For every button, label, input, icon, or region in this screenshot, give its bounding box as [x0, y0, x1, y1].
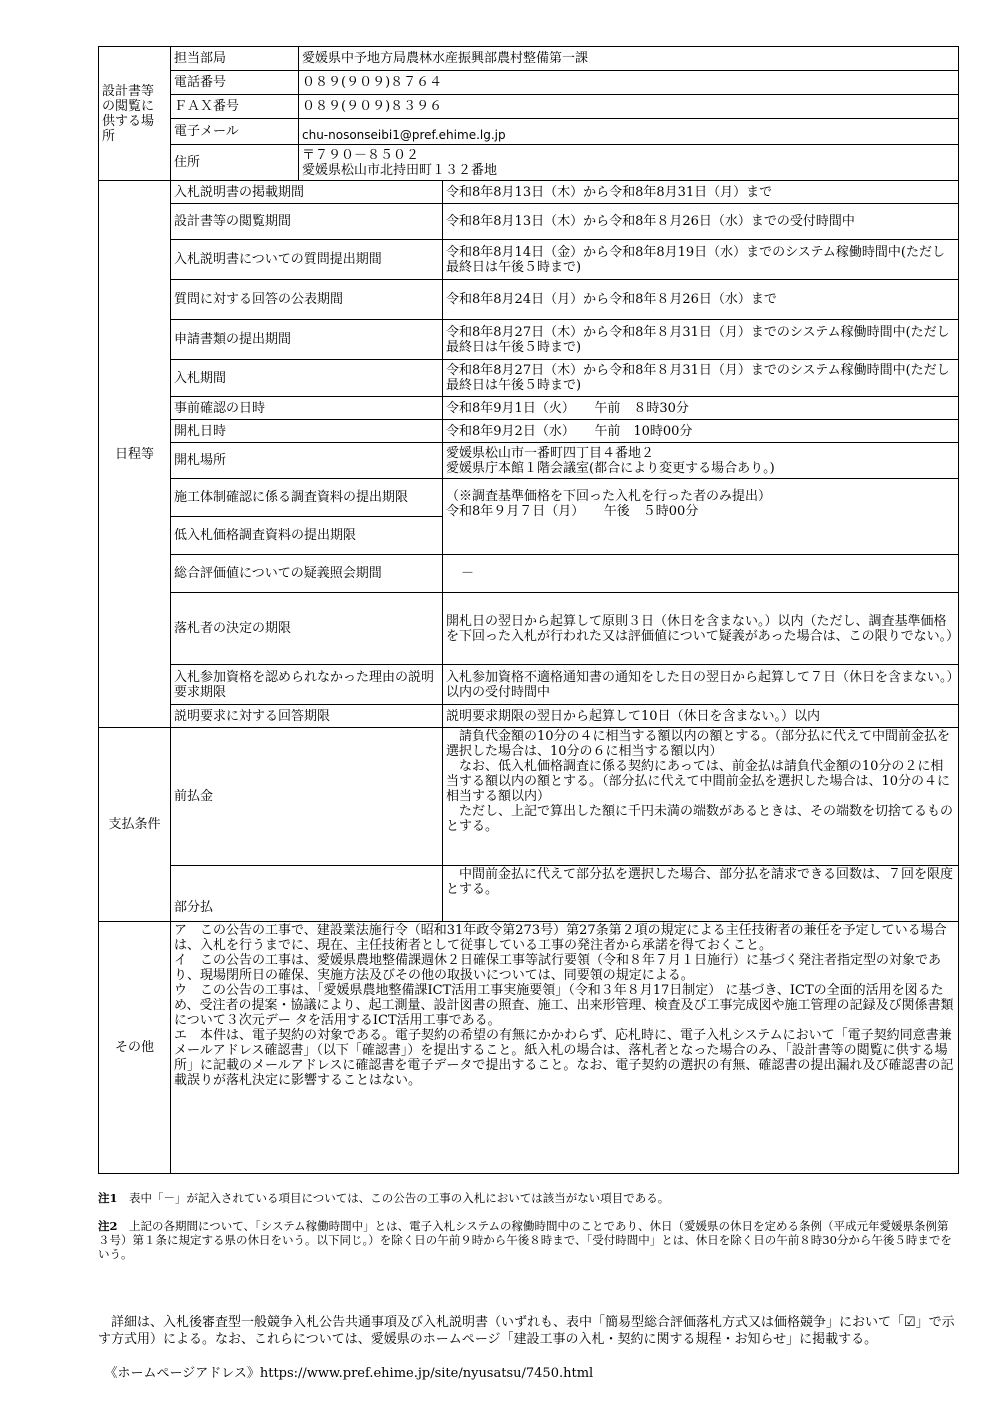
merged-deadline-value: （※調査基準価格を下回った入札を行った者のみ提出） 令和8年９月７日（月） 午後 ５時00分: [443, 479, 959, 555]
contact-section-label: 設計書等 の閲覧に 供する場 所: [99, 47, 171, 181]
schedule-row: [99, 320, 959, 360]
footer-text: 詳細は、入札後審査型一般競争入札公告共通事項及び入札説明書（いずれも、表中「簡易型総合評価落札方式又は価格競争」において「☑」で示す方式用）による。なお、これらについては、愛媛県のホームページ「建設工事の入札・契約に関する規程・お知らせ」に掲載する。: [98, 1315, 955, 1347]
other-text: ア この公告の工事で、建設業法施行令（昭和31年政令第273号）第27条第２項の規定による主任技術者の兼任を予定している場合は、入札を行うまでに、現在、主任技術者として従事している工事の発注者から承諾を得ておくこと。 イ この公告の工事は、愛媛県農地整備課週休２日確保工事等試行要領（令和８年７月１日施行）に基づく発注者指定型の対象であり、現場閉所日の確保、実施方法及びその他の取扱いについては、同要領の規定による。 ウ この公告の工事は、「愛媛県農地整備課ICT活用工事実施要領」（令和３年８月17日制定） に基づき、ICTの全面的活用を図るため、受注者の提案・協議により、起工測量、設計図書の照査、施工、出来形管理、検査及び工事完成図や施工管理の記録及び関係書類について３次元デー タを活用するICT活用工事である。 エ 本件は、電子契約の対象である。電子契約の希望の有無にかかわらず、応札時に、電子入札システムにおいて「電子契約同意書兼メールアドレス確認書」（以下「確認書」）を提出すること。紙入札の場合は、落札者となった場合のみ、「設計書等の閲覧に供する場所」に記載のメールアドレスに確認書を電子データで提出すること。なお、電子契約の選択の有無、確認書の提出漏れ及び確認書の記載誤りが落札決定に影響することはない。: [171, 922, 959, 1174]
payment-row-advance: [99, 728, 959, 866]
contact-row-phone: [99, 71, 959, 95]
row-label: 電子メール: [171, 119, 299, 145]
row-label: 低入札価格調査資料の提出期限: [171, 517, 443, 555]
row-value: 愛媛県松山市一番町四丁目４番地２ 愛媛県庁本館１階会議室(都合により変更する場合あり。): [443, 443, 959, 479]
row-value: ０８９(９０９)８３９６: [299, 95, 959, 119]
schedule-row: [99, 593, 959, 665]
row-value: 令和8年8月27日（木）から令和8年８月31日（月）までのシステム稼働時間中(ただし最終日は午後５時まで): [443, 360, 959, 397]
row-value: 入札参加資格不適格通知書の通知をした日の翌日から起算して７日（休日を含まない。）以内の受付時間中: [443, 665, 959, 705]
note-mark: 注2: [98, 1219, 118, 1233]
row-label: 施工体制確認に係る調査資料の提出期限: [171, 479, 443, 517]
schedule-row: [99, 555, 959, 593]
row-label: 部分払: [171, 866, 443, 922]
row-value: 請負代金額の10分の４に相当する額以内の額とする。（部分払に代えて中間前金払を選択した場合は、10分の６に相当する額以内） なお、低入札価格調査に係る契約にあっては、前金払は請負代金額の10分の２に相当する額以内の額とする。（部分払に代えて中間前金払を選択した場合は、10分の４に相当する額以内） ただし、上記で算出した額に千円未満の端数があるときは、その端数を切捨てるものとする。: [443, 728, 959, 866]
footer: [98, 1297, 958, 1399]
notes: [98, 1177, 958, 1275]
row-label: 担当部局: [171, 47, 299, 71]
row-value: －: [443, 555, 959, 593]
document-page: [98, 46, 958, 1399]
other-section-label: その他: [99, 922, 171, 1174]
row-label: 申請書類の提出期間: [171, 320, 443, 360]
row-value: 令和8年8月27日（木）から令和8年８月31日（月）までのシステム稼働時間中(ただし最終日は午後５時まで): [443, 320, 959, 360]
row-value: 開札日の翌日から起算して原則３日（休日を含まない。）以内（ただし、調査基準価格を下回った入札が行われた又は評価値について疑義があった場合は、この限りでない。）: [443, 593, 959, 665]
row-label: 開札場所: [171, 443, 443, 479]
row-label: 落札者の決定の期限: [171, 593, 443, 665]
row-value: 令和8年8月13日（木）から令和8年8月31日（月）まで: [443, 181, 959, 204]
row-label: 説明要求に対する回答期限: [171, 705, 443, 728]
contact-row-email: [99, 119, 959, 145]
row-label: 質問に対する回答の公表期間: [171, 280, 443, 320]
notice-table: [98, 46, 959, 1174]
schedule-row: [99, 360, 959, 397]
contact-row-department: [99, 47, 959, 71]
row-value: 令和8年9月2日（水） 午前 10時00分: [443, 420, 959, 443]
row-value: 令和8年8月13日（木）から令和8年８月26日（水）までの受付時間中: [443, 204, 959, 240]
row-value: 説明要求期限の翌日から起算して10日（休日を含まない。）以内: [443, 705, 959, 728]
payment-section-label: 支払条件: [99, 728, 171, 922]
other-row: [99, 922, 959, 1174]
row-label: 住所: [171, 145, 299, 181]
row-label: 前払金: [171, 728, 443, 866]
schedule-row: [99, 705, 959, 728]
row-label: 総合評価値についての疑義照会期間: [171, 555, 443, 593]
schedule-row: [99, 420, 959, 443]
row-label: 設計書等の閲覧期間: [171, 204, 443, 240]
note-text: 上記の各期間について、「システム稼働時間中」とは、電子入札システムの稼働時間中のことであり、休日（愛媛県の休日を定める条例（平成元年愛媛県条例第３号）第１条に規定する県の休日をいう。以下同じ。）を除く日の午前９時から午後８時まで、「受付時間中」とは、休日を除く日の午前８時30分から午後５時までをいう。: [98, 1219, 952, 1261]
schedule-row: [99, 397, 959, 420]
schedule-row: [99, 204, 959, 240]
schedule-row: [99, 479, 959, 517]
row-label: 電話番号: [171, 71, 299, 95]
row-label: 入札参加資格を認められなかった理由の説明要求期限: [171, 665, 443, 705]
row-value: 中間前金払に代えて部分払を選択した場合、部分払を請求できる回数は、７回を限度とする。: [443, 866, 959, 922]
schedule-section-label: 日程等: [99, 181, 171, 728]
row-value: 令和8年8月14日（金）から令和8年8月19日（水）までのシステム稼働時間中(ただし最終日は午後５時まで): [443, 240, 959, 280]
note-text: 表中「－」が記入されている項目については、この公告の工事の入札においては該当がない項目である。: [129, 1191, 670, 1205]
row-value: 〒７９０－８５０２ 愛媛県松山市北持田町１３２番地: [299, 145, 959, 181]
row-value: ０８９(９０９)８７６４: [299, 71, 959, 95]
contact-row-fax: [99, 95, 959, 119]
email-link[interactable]: chu-nosonseibi1@pref.ehime.lg.jp: [299, 119, 959, 145]
row-label: ＦＡＸ番号: [171, 95, 299, 119]
homepage-url[interactable]: 《ホームページアドレス》https://www.pref.ehime.jp/site/nyusatsu/7450.html: [98, 1366, 594, 1381]
row-label: 入札説明書の掲載期間: [171, 181, 443, 204]
payment-row-partial: [99, 866, 959, 922]
row-value: 令和8年8月24日（月）から令和8年８月26日（水）まで: [443, 280, 959, 320]
note-1: [98, 1191, 958, 1205]
note-mark: 注1: [98, 1191, 118, 1205]
row-value: 愛媛県中予地方局農林水産振興部農村整備第一課: [299, 47, 959, 71]
schedule-row: [99, 240, 959, 280]
row-label: 開札日時: [171, 420, 443, 443]
row-label: 入札期間: [171, 360, 443, 397]
schedule-row: [99, 665, 959, 705]
schedule-row: [99, 280, 959, 320]
contact-row-address: [99, 145, 959, 181]
note-2: [98, 1219, 958, 1261]
schedule-row: [99, 443, 959, 479]
row-value: 令和8年9月1日（火） 午前 ８時30分: [443, 397, 959, 420]
row-label: 事前確認の日時: [171, 397, 443, 420]
row-label: 入札説明書についての質問提出期間: [171, 240, 443, 280]
schedule-row: [99, 181, 959, 204]
